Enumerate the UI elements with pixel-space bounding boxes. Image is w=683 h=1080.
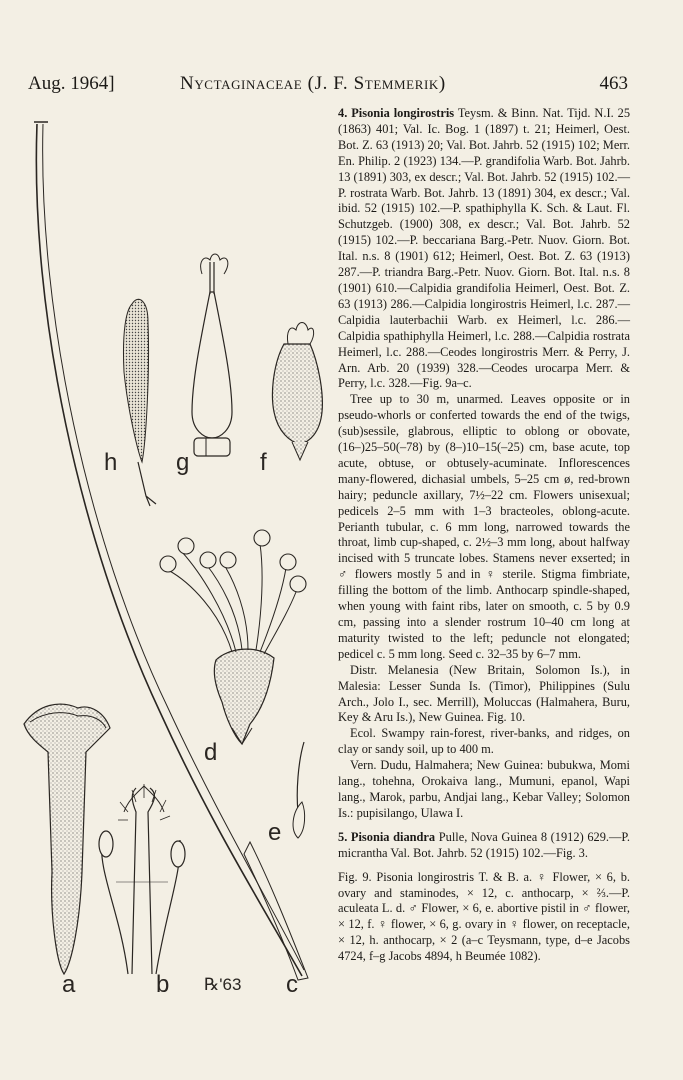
- figure-b-ovary-staminodes: [99, 784, 185, 974]
- species-5-heading: 5. Pisonia diandra: [338, 829, 436, 844]
- running-header: [28, 73, 628, 97]
- figure-e-pistil: [293, 742, 305, 838]
- figure-h-anthocarp: [123, 299, 156, 506]
- species-4-ecology: Ecol. Swampy rain-forest, river-banks, and ridges, on clay or sandy soil, up to 400 m.: [338, 726, 630, 757]
- label-a: a: [62, 971, 76, 998]
- species-4-entry: [338, 106, 630, 392]
- label-f: f: [260, 449, 267, 476]
- figure-a-flower: [24, 704, 110, 974]
- species-4-description: Tree up to 30 m, unarmed. Leaves opposite or in pseudo-whorls or conferted towards the end of the twigs, (sub)sessile, glabrous, elliptic to oblong or obovate, (16–)25–50(–78) by (8–)10–15(–25) cm, base acute, top acute, obtuse, or obtusely-acuminate. Inflorescences many-flowered, dichasial umbels, 5–25 cm ø, red-brown hairy; peduncle axillary, 7½–22 cm. Flowers unisexual; pedicels 2–5 mm with 1–3 bracteoles, oblong-acute. Perianth tubular, c. 6 mm long, narrowed towards the throat, limb cup-shaped, c. 2½–3 mm long, about halfway incised with 5 truncate lobes. Stamens never exserted; in ♂ flowers mostly 5 and in ♀ sterile. Stigma fimbriate, filling the bottom of the limb. Anthocarp spindle-shaped, when young with faint ribs, later on smooth, c. 5 by 0.9 cm, passing into a slender rostrum 10–40 cm long at maturity twisted to the left; peduncle not elongated; pedicel c. 5 mm long. Seed c. 32–35 by 6–7 mm.: [338, 392, 630, 661]
- label-b: b: [156, 971, 170, 998]
- species-4-synonymy: Teysm. & Binn. Nat. Tijd. N.I. 25 (1863) 401; Val. Ic. Bog. 1 (1897) t. 21; Heimerl, Oest. Bot. Z. 63 (1913) 20; Val. Bot. Jahrb. 52 (1915) 102; Merr. En. Philip. 2 (1923) 134.—P. grandifolia Warb. Bot. Jahrb. 13 (1891) 303, ex descr.; Val. Bot. Jahrb. 52 (1915) 102.—P. rostrata Warb. Bot. Jahrb. 13 (1891) 304, ex descr.; Val. ibid. 52 (1915) 102.—P. spathiphylla K. Sch. & Laut. Fl. Schutzgeb. (1900) 308, ex descr.; Val. Bot. Jahrb. 52 (1915) 102.—P. beccariana Barg.-Petr. Nuov. Giorn. Bot. Ital. n.s. 8 (1901) 612; Heimerl, Oest. Bot. Z. 63 (1913) 287.—P. triandra Barg.-Petr. Nuov. Giorn. Bot. Ital. n.s. 8 (1901) 610.—Calpidia grandifolia Heimerl, Oest. Bot. Z. 63 (1913) 286.—Calpidia longirostris Heimerl, l.c. 287.—Calpidia lauterbachii Warb. ex Heimerl, l.c. 286.—Calpidia spathiphylla Heimerl, l.c. 288.—Calpidia rostrata Heimerl, l.c. 288.—Ceodes longirostris Merr. & Perry, J. Arn. Arb. 20 (1939) 328.—Ceodes urocarpa Merr. & Perry, l.c. 328.—Fig. 9a–c.: [338, 106, 631, 391]
- figure-f-flower: [272, 323, 322, 461]
- text-column: [338, 106, 630, 965]
- species-4-vernacular: Vern. Dudu, Halmahera; New Guinea: bubukwa, Momi lang., tohehna, Orokaiva lang., Mumuni, epanol, Wapi lang., Marok, parbu, Andjai lang., Kebar Valley; Solomon Is.: pupisilango, Ulawa I.: [338, 758, 630, 820]
- header-date: Aug. 1964]: [28, 73, 115, 94]
- figure-illustration: [20, 112, 330, 1002]
- species-4-distribution: Distr. Melanesia (New Britain, Solomon Is.), in Malesia: Lesser Sunda Is. (Timor), Philippines (Sulu Arch., Jolo I., sec. Merrill), Moluccas (Halmahera, Buru, Key & Aru Is.), New Guinea. Fig. 10.: [338, 662, 630, 725]
- header-title: Nyctaginaceae (J. F. Stemmerik): [180, 73, 446, 94]
- species-5-entry: [338, 830, 630, 862]
- label-g: g: [176, 449, 190, 476]
- artist-mark: ℞'63: [204, 975, 242, 994]
- species-4-heading: 4. Pisonia longirostris: [338, 106, 455, 120]
- botanical-figure: [20, 112, 330, 1002]
- figure-d-male-flower: [160, 530, 306, 744]
- label-c: c: [286, 971, 298, 998]
- species-5-text: Pulle, Nova Guinea 8 (1912) 629.—P. micrantha Val. Bot. Jahrb. 52 (1915) 102.—Fig. 3.: [338, 829, 631, 860]
- label-h: h: [104, 449, 118, 476]
- figure-g-ovary: [192, 254, 232, 456]
- figure-caption: Fig. 9. Pisonia longirostris T. & B. a. ♀ Flower, × 6, b. ovary and staminodes, × 12, c. anthocarp, × ⅔.—P. aculeata L. d. ♂ Flower, × 6, e. abortive pistil in ♂ flower, × 12, f. ♀ flower, × 6, g. ovary in ♀ flower, on receptacle, × 12, h. anthocarp, × 2 (a–c Teysmann, type, d–e Jacobs 4724, f–g Jacobs 4894, h Beumée 1082).: [338, 869, 630, 964]
- page-number: 463: [599, 73, 628, 94]
- label-d: d: [204, 739, 218, 766]
- label-e: e: [268, 819, 282, 846]
